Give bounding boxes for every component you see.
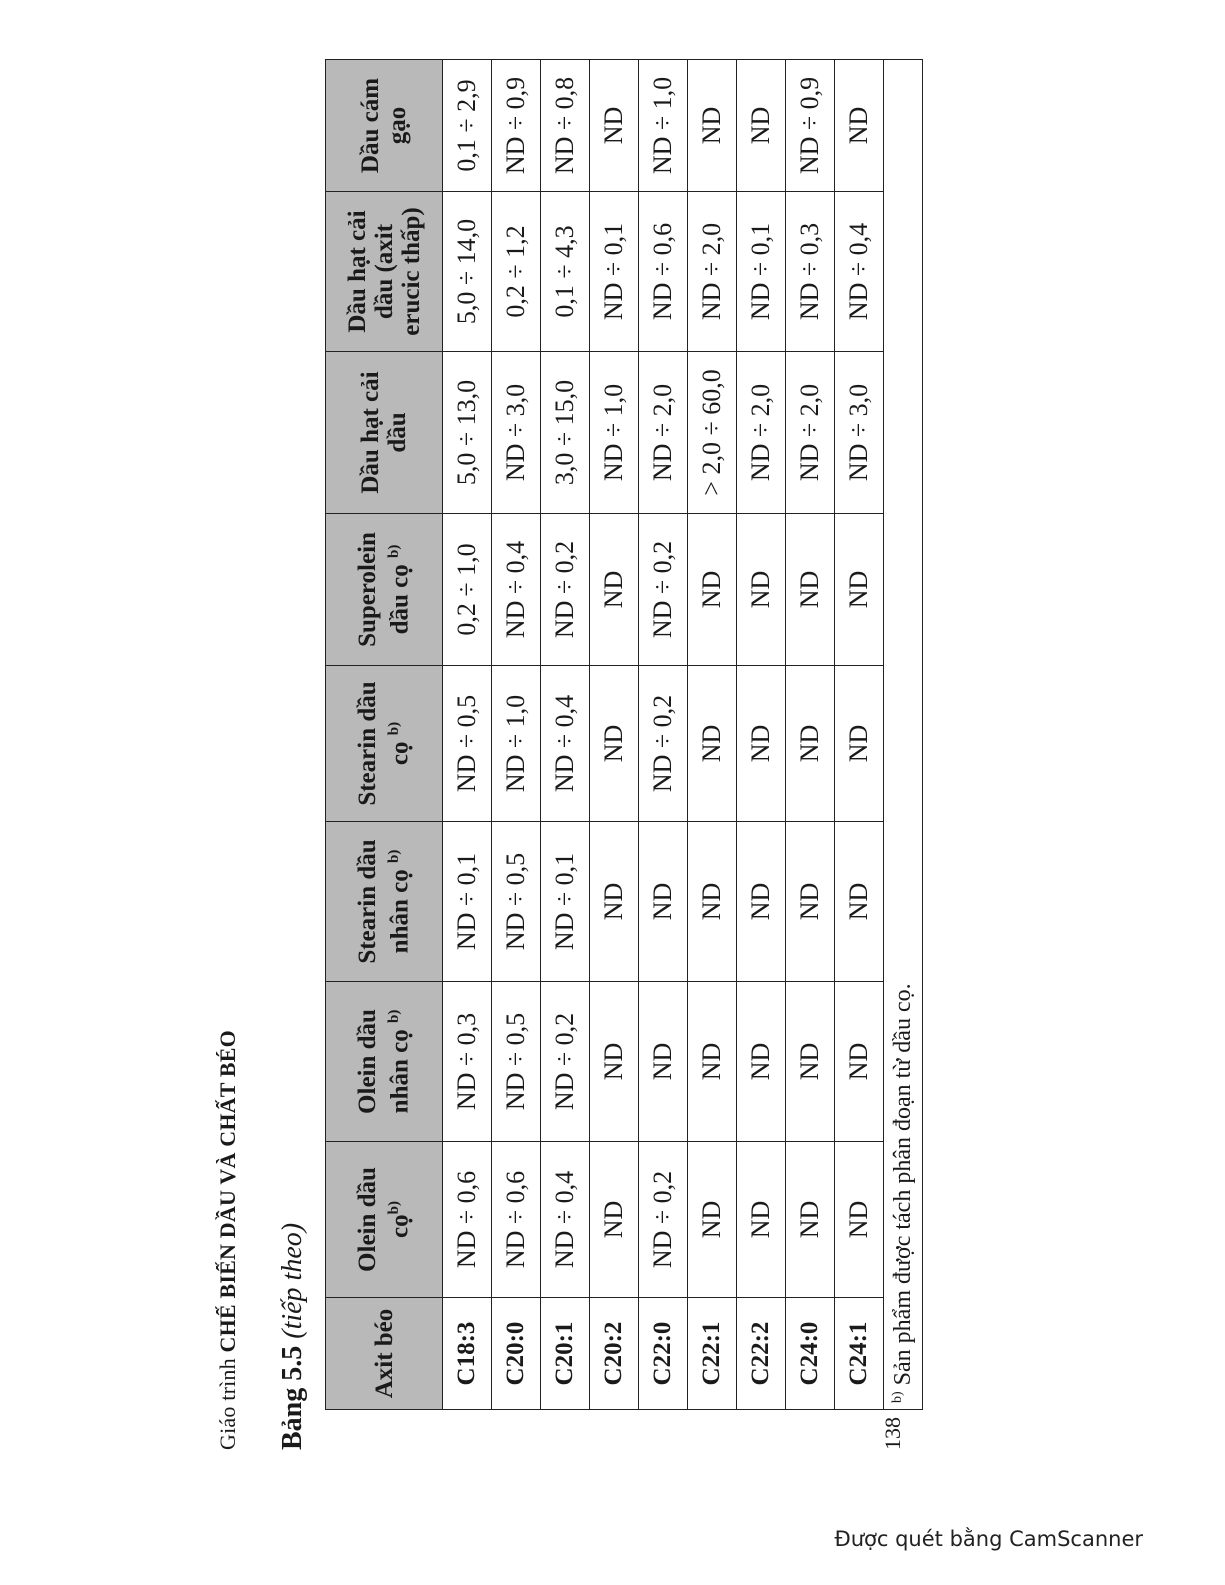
table-cell: ND ÷ 1,0 (492, 666, 541, 822)
table-row (639, 60, 688, 1410)
table-row (541, 60, 590, 1410)
table-cell: ND (639, 982, 688, 1142)
table-cell: ND (835, 60, 884, 192)
table-cell: ND ÷ 0,4 (541, 1142, 590, 1298)
table-cell: ND ÷ 0,3 (443, 982, 492, 1142)
row-header-cell: C22:0 (639, 1298, 688, 1410)
table-cell: ND ÷ 0,1 (737, 192, 786, 352)
col-header-palm-kernel-stearin: Stearin dầu nhân cọ $^{b)}$ (326, 822, 443, 982)
row-header-cell: C20:1 (541, 1298, 590, 1410)
table-cell: ND ÷ 0,1 (590, 192, 639, 352)
table-cell: ND (737, 60, 786, 192)
table-cell: ND (786, 1142, 835, 1298)
table-cell: ND ÷ 0,6 (443, 1142, 492, 1298)
scanner-watermark: Được quét bằng CamScanner (834, 1527, 1143, 1551)
table-cell: 0,2 ÷ 1,0 (443, 514, 492, 666)
table-footnote (884, 60, 923, 1410)
table-cell: ND ÷ 0,1 (541, 822, 590, 982)
running-header (215, 1030, 241, 1450)
row-header-cell: C22:2 (737, 1298, 786, 1410)
table-cell: ND ÷ 0,5 (492, 822, 541, 982)
table-cell: ND ÷ 3,0 (492, 352, 541, 514)
caption-note: (tiếp theo) (277, 1222, 308, 1346)
table-cell: ND (737, 982, 786, 1142)
table-cell: ND ÷ 2,0 (737, 352, 786, 514)
caption-label: Bảng 5.5 (277, 1345, 308, 1450)
table-cell: ND (737, 514, 786, 666)
table-cell: ND ÷ 0,4 (492, 514, 541, 666)
table-row (688, 60, 737, 1410)
table-cell: ND ÷ 0,3 (786, 192, 835, 352)
header-prefix: Giáo trình (215, 1352, 240, 1450)
table-cell: ND (590, 666, 639, 822)
table-cell: ND (737, 822, 786, 982)
table-cell: ND (688, 982, 737, 1142)
header-row (326, 60, 443, 1410)
table-cell: 0,1 ÷ 2,9 (443, 60, 492, 192)
footnote-mark: b) (889, 1391, 905, 1403)
fatty-acid-table (325, 59, 923, 1410)
table-row (590, 60, 639, 1410)
table-cell: ND ÷ 1,0 (590, 352, 639, 514)
table-cell: ND (590, 1142, 639, 1298)
header-title: CHẾ BIẾN DẦU VÀ CHẤT BÉO (215, 1030, 240, 1353)
table-cell: ND ÷ 0,6 (639, 192, 688, 352)
table-body (443, 60, 884, 1410)
table-cell: ND ÷ 0,6 (492, 1142, 541, 1298)
table-cell: ND (688, 60, 737, 192)
col-header-rapeseed-low-erucic: Dầu hạt cải dầu (axit erucic thấp) (326, 192, 443, 352)
row-header-cell: C20:2 (590, 1298, 639, 1410)
table-cell: ND ÷ 0,4 (541, 666, 590, 822)
table-cell: 5,0 ÷ 13,0 (443, 352, 492, 514)
table-cell: ND (590, 982, 639, 1142)
table-cell: ND (835, 982, 884, 1142)
table-cell: ND ÷ 0,2 (639, 514, 688, 666)
table-cell: ND ÷ 0,5 (443, 666, 492, 822)
table-cell: ND ÷ 2,0 (786, 352, 835, 514)
table-row (786, 60, 835, 1410)
table-cell: 5,0 ÷ 14,0 (443, 192, 492, 352)
table-cell: ND ÷ 0,4 (835, 192, 884, 352)
table-cell: ND ÷ 1,0 (639, 60, 688, 192)
table-cell: ND ÷ 3,0 (835, 352, 884, 514)
table-cell: ND ÷ 0,2 (639, 1142, 688, 1298)
table-cell: 0,2 ÷ 1,2 (492, 192, 541, 352)
table-caption (277, 1223, 309, 1450)
table-cell: ND (835, 666, 884, 822)
table-cell: ND ÷ 2,0 (688, 192, 737, 352)
page-number: 138 (880, 1417, 905, 1450)
table-cell: ND ÷ 2,0 (639, 352, 688, 514)
footnote-text: Sản phẩm được tách phân đoạn từ dầu cọ. (889, 983, 916, 1392)
table-cell: ND ÷ 0,2 (541, 982, 590, 1142)
col-header-palm-stearin: Stearin dầu cọ $^{b)}$ (326, 666, 443, 822)
table-cell: ND (590, 514, 639, 666)
table-cell: ND (786, 514, 835, 666)
table-cell: ND (688, 822, 737, 982)
table-cell: ND (737, 666, 786, 822)
row-header-cell: C24:0 (786, 1298, 835, 1410)
col-header-palm-kernel-olein: Olein dầu nhân cọ $^{b)}$ (326, 982, 443, 1142)
table-cell: ND (737, 1142, 786, 1298)
table-row (492, 60, 541, 1410)
table-cell: ND ÷ 0,8 (541, 60, 590, 192)
col-header-rice-bran: Dầu cám gạo (326, 60, 443, 192)
table-row (443, 60, 492, 1410)
row-header-cell: C22:1 (688, 1298, 737, 1410)
table-cell: 3,0 ÷ 15,0 (541, 352, 590, 514)
table-cell: ND (688, 1142, 737, 1298)
table-cell: ND (786, 822, 835, 982)
col-header-palm-superolein: Superolein dầu cọ $^{b)}$ (326, 514, 443, 666)
table-cell: ND (688, 514, 737, 666)
table-cell: ND (786, 666, 835, 822)
table-cell: ND (835, 1142, 884, 1298)
row-header-cell: C20:0 (492, 1298, 541, 1410)
table-cell: ND ÷ 0,5 (492, 982, 541, 1142)
table-cell: > 2,0 ÷ 60,0 (688, 352, 737, 514)
table-row (835, 60, 884, 1410)
table-cell: ND ÷ 0,9 (786, 60, 835, 192)
col-header-acid: Axit béo (326, 1298, 443, 1410)
footnote-row (884, 60, 923, 1410)
row-header-cell: C18:3 (443, 1298, 492, 1410)
table-cell: ND ÷ 0,2 (639, 666, 688, 822)
row-header-cell: C24:1 (835, 1298, 884, 1410)
table-cell: ND ÷ 0,9 (492, 60, 541, 192)
table-cell: ND ÷ 0,1 (443, 822, 492, 982)
table-cell: ND (688, 666, 737, 822)
table-row (737, 60, 786, 1410)
table-cell: ND (786, 982, 835, 1142)
table-cell: ND (590, 822, 639, 982)
table-cell: ND (835, 514, 884, 666)
col-header-palm-olein: Olein dầu cọ$^{b)}$ (326, 1142, 443, 1298)
rotated-page (205, 60, 965, 1450)
table-cell: ND (835, 822, 884, 982)
table-cell: 0,1 ÷ 4,3 (541, 192, 590, 352)
table-cell: ND ÷ 0,2 (541, 514, 590, 666)
table-cell: ND (639, 822, 688, 982)
col-header-rapeseed: Dầu hạt cải dầu (326, 352, 443, 514)
table-cell: ND (590, 60, 639, 192)
